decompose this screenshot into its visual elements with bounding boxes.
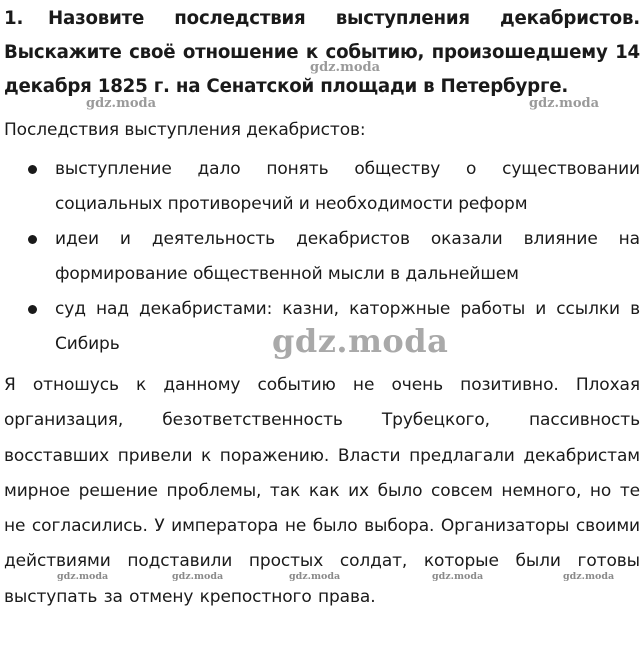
list-item-text: идеи и деятельность декабристов оказали влияние на формирование общественной мысли в дальнейшем (55, 229, 640, 284)
opinion-paragraph: Я отношусь к данному событию не очень позитивно. Плохая организация, безответственность Трубецкого, пассивность восставших привели к поражению. Власти предлагали декабристам мирное решение проблемы, так как их было совсем немного, но те не согласились. У императора не было выбора. Организаторы своими действиями подставили простых солдат, которые были готовы выступать за отмену крепостного права. (4, 375, 640, 607)
list-item (26, 152, 640, 222)
list-item (26, 222, 640, 292)
watermark: gdz.moda (310, 60, 381, 75)
consequences-heading: Последствия выступления декабристов: (4, 120, 366, 140)
question-text (4, 2, 640, 104)
list-item-text: суд над декабристами: казни, каторжные работы и ссылки в Сибирь (55, 299, 640, 354)
watermark: gdz.moda (289, 571, 341, 582)
question-number: 1. (4, 8, 24, 29)
bullet-icon (28, 165, 37, 174)
consequences-list (26, 152, 640, 362)
watermark: gdz.moda (172, 571, 224, 582)
watermark: gdz.moda (563, 571, 615, 582)
watermark: gdz.moda (86, 96, 157, 111)
list-item (26, 292, 640, 362)
watermark-large: gdz.moda (272, 322, 449, 360)
list-item-text: выступление дало понять обществу о существовании социальных противоречий и необходимости реформ (55, 159, 640, 214)
watermark: gdz.moda (57, 571, 109, 582)
question-body: Назовите последствия выступления декабристов. Выскажите своё отношение к событию, произошедшему 14 декабря 1825 г. на Сенатской площади в Петербурге. (4, 8, 640, 97)
bullet-icon (28, 235, 37, 244)
watermark: gdz.moda (432, 571, 484, 582)
watermark: gdz.moda (529, 96, 600, 111)
bullet-icon (28, 305, 37, 314)
